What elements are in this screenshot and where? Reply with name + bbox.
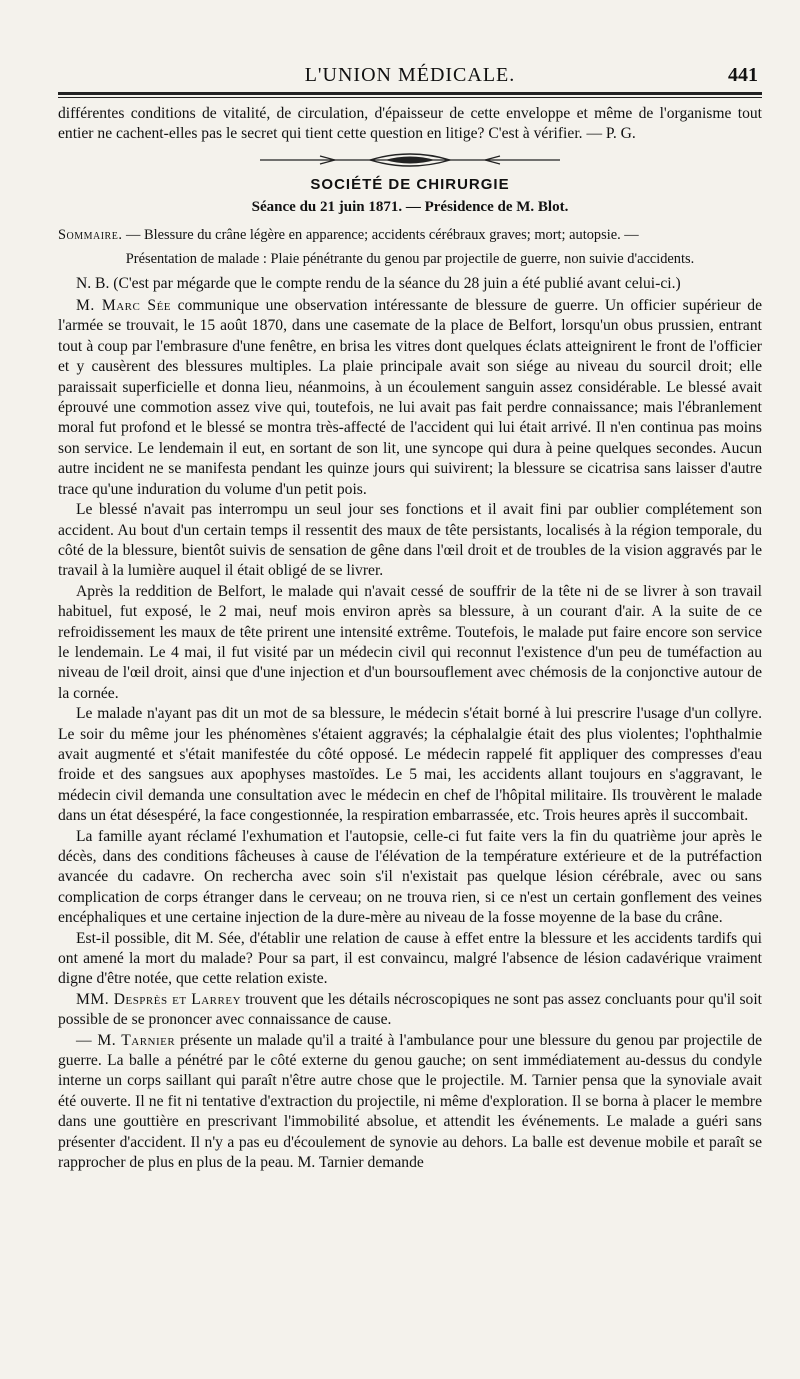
paragraph-5 — [58, 827, 762, 929]
paragraph-lead: M. Marc Sée — [76, 297, 172, 315]
paragraph-7 — [58, 990, 762, 1031]
nb-note: N. B. (C'est par mégarde que le compte rendu de la séance du 28 juin a été publié avant celui-ci.) — [76, 274, 681, 292]
article-body — [58, 104, 762, 1174]
paragraph-6 — [58, 929, 762, 990]
summary-line2: Présentation de malade : Plaie pénétrante du genou par projectile de guerre, non suivie d'accidents. — [125, 250, 695, 267]
paragraph-lead: MM. Desprès et Larrey — [76, 990, 242, 1008]
paragraph-text: communique une observation intéressante de blessure de guerre. Un officier supérieur de l'armée se trouvait, le 15 août 1870, dans une casemate de la place de Belfort, lorsqu'un obus prussien, entrant tout à coup par l'embrasure d'une fenêtre, en brisa les vitres dont quelques éclats atteignirent le front de l'officier et y causèrent des blessures multiples. La plaie principale avait son siége au niveau du sourcil droit; elle paraissait superficielle et donna lieu, néanmoins, à un écoulement sanguin assez considérable. Le blessé avait éprouvé une commotion assez vive qui, toutefois, ne lui avait pas fait perdre connaissance; mais l'ébranlement moral fut profond et le blessé se montra très-affecté de l'accident qui lui était arrivé. Il n'en continua pas moins son service. Le lendemain il eut, en sortant de son lit, une syncope qui dura à peine quelques secondes. Aucun autre incident ne se manifesta pendant les quinze jours qui suivirent; la blessure se cicatrisa sans laisser d'autre trace qu'une induration du volume d'un petit pois. — [58, 297, 762, 498]
paragraph-3 — [58, 582, 762, 704]
page-number: 441 — [728, 64, 758, 86]
summary — [58, 226, 762, 244]
paragraph-text: trouvent que les détails nécroscopiques ne sont pas assez concluants pour qu'il soit possible de se prononcer avec connaissance de cause. — [58, 990, 762, 1029]
paragraph-text: La famille ayant réclamé l'exhumation et l'autopsie, celle-ci fut faite vers la fin du quatrième jour après le décès, dans des conditions fâcheuses à cause de l'élévation de la température extérieure et de la putréfaction avancée du cadavre. On rechercha avec soin s'il n'existait pas quelque lésion cérébrale, avec ou sans complication de corps étranger dans le cerveau; on ne trouva rien, si ce n'est un certain gonflement des veines encéphaliques et une certaine injection de la dure-mère au niveau de la fosse moyenne de la base du crâne. — [58, 827, 762, 927]
summary-label: Sommaire. — [58, 226, 123, 243]
page-header — [58, 58, 762, 92]
paragraph-lead: — M. Tarnier — [76, 1031, 176, 1049]
session-line: Séance du 21 juin 1871. — Présidence de M. Blot. — [251, 199, 569, 216]
paragraph-text: Le malade n'ayant pas dit un mot de sa blessure, le médecin s'était borné à lui prescrire l'usage d'un collyre. Le soir du même jour les phénomènes s'étaient aggravés; la céphalalgie était des plus violentes; l'ophthalmie avait augmenté et s'était manifestée du côté opposé. Le médecin rappelé fit appliquer des compresses d'eau froide et des sangsues aux apophyses mastoïdes. Le 5 mai, les accidents allant toujours en s'aggravant, le médecin civil demanda une consultation avec le médecin en chef de l'hôpital militaire. Ils trouvèrent le malade dans un état désespéré, la face congestionnée, la respiration embarrassée, etc. Trois heures après il succombait. — [58, 705, 762, 825]
running-title: L'UNION MÉDICALE. — [304, 64, 516, 86]
paragraph-2 — [58, 500, 762, 582]
section-title: SOCIÉTÉ DE CHIRURGIE — [310, 175, 510, 193]
header-rule-thin — [58, 97, 762, 98]
paragraph-text: Le blessé n'avait pas interrompu un seul jour ses fonctions et il avait fini par oublier complétement son accident. Au bout d'un certain temps il ressentit des maux de tête persistants, localisés à la région temporale, du côté de la blessure, bientôt suivis de sensation de gêne dans l'œil droit et de troubles de la vision aggravés par le travail à la lumière auquel il était obligé de se livrer. — [58, 501, 762, 580]
paragraph-4 — [58, 704, 762, 826]
intro-paragraph: différentes conditions de vitalité, de circulation, d'épaisseur de cette enveloppe et même de l'organisme tout entier ne cachent-elles pas le secret qui tient cette question en litige? C'est à vérifier. — P. G. — [58, 105, 762, 143]
paragraph-text: Est-il possible, dit M. Sée, d'établir une relation de cause à effet entre la blessure et les accidents tardifs qui ont amené la mort du malade? Pour sa part, il est convaincu, malgré l'absence de lésion cadavérique vraiment digne d'être notée, que cette relation existe. — [58, 929, 762, 988]
ornament-divider — [260, 151, 560, 169]
summary-text: — Blessure du crâne légère en apparence; accidents cérébraux graves; mort; autopsie. — — [126, 226, 639, 243]
paragraph-text: Après la reddition de Belfort, le malade qui n'avait cessé de souffrir de la tête ni de se livrer à son travail habituel, fut exposé, le 2 mai, neuf mois environ après sa blessure, à un courant d'air. A la suite de ce refroidissement les maux de tête prirent une intensité extrême. Toutefois, le malade put faire encore son service le lendemain. Le 4 mai, il fut visité par un médecin civil qui reconnut l'existence d'un peu de tuméfaction au niveau de l'œil droit, ainsi que d'une injection et d'un boursouflement avec chémosis de la conjonctive autour de la cornée. — [58, 582, 762, 702]
paragraph-text: présente un malade qu'il a traité à l'ambulance pour une blessure du genou par projectile de guerre. La balle a pénétré par le côté externe du genou gauche; on sent immédiatement au-dessus du condyle interne un corps saillant qui paraît n'être autre chose que le projectile. M. Tarnier pensa que la synoviale avait été ouverte. Il ne fit ni tentative d'extraction du projectile, ni même d'exploration. Il se borna à placer le membre dans une gouttière en prescrivant l'immobilité absolue, et attendit les événements. Le malade a guéri sans présenter d'accident. Il n'y a pas eu d'écoulement de synovie au dehors. La balle est devenue mobile et paraît se rapprocher de plus en plus de la peau. M. Tarnier demande — [58, 1031, 762, 1172]
paragraph-8 — [58, 1031, 762, 1174]
paragraph-1 — [58, 296, 762, 500]
header-rule-thick — [58, 92, 762, 95]
